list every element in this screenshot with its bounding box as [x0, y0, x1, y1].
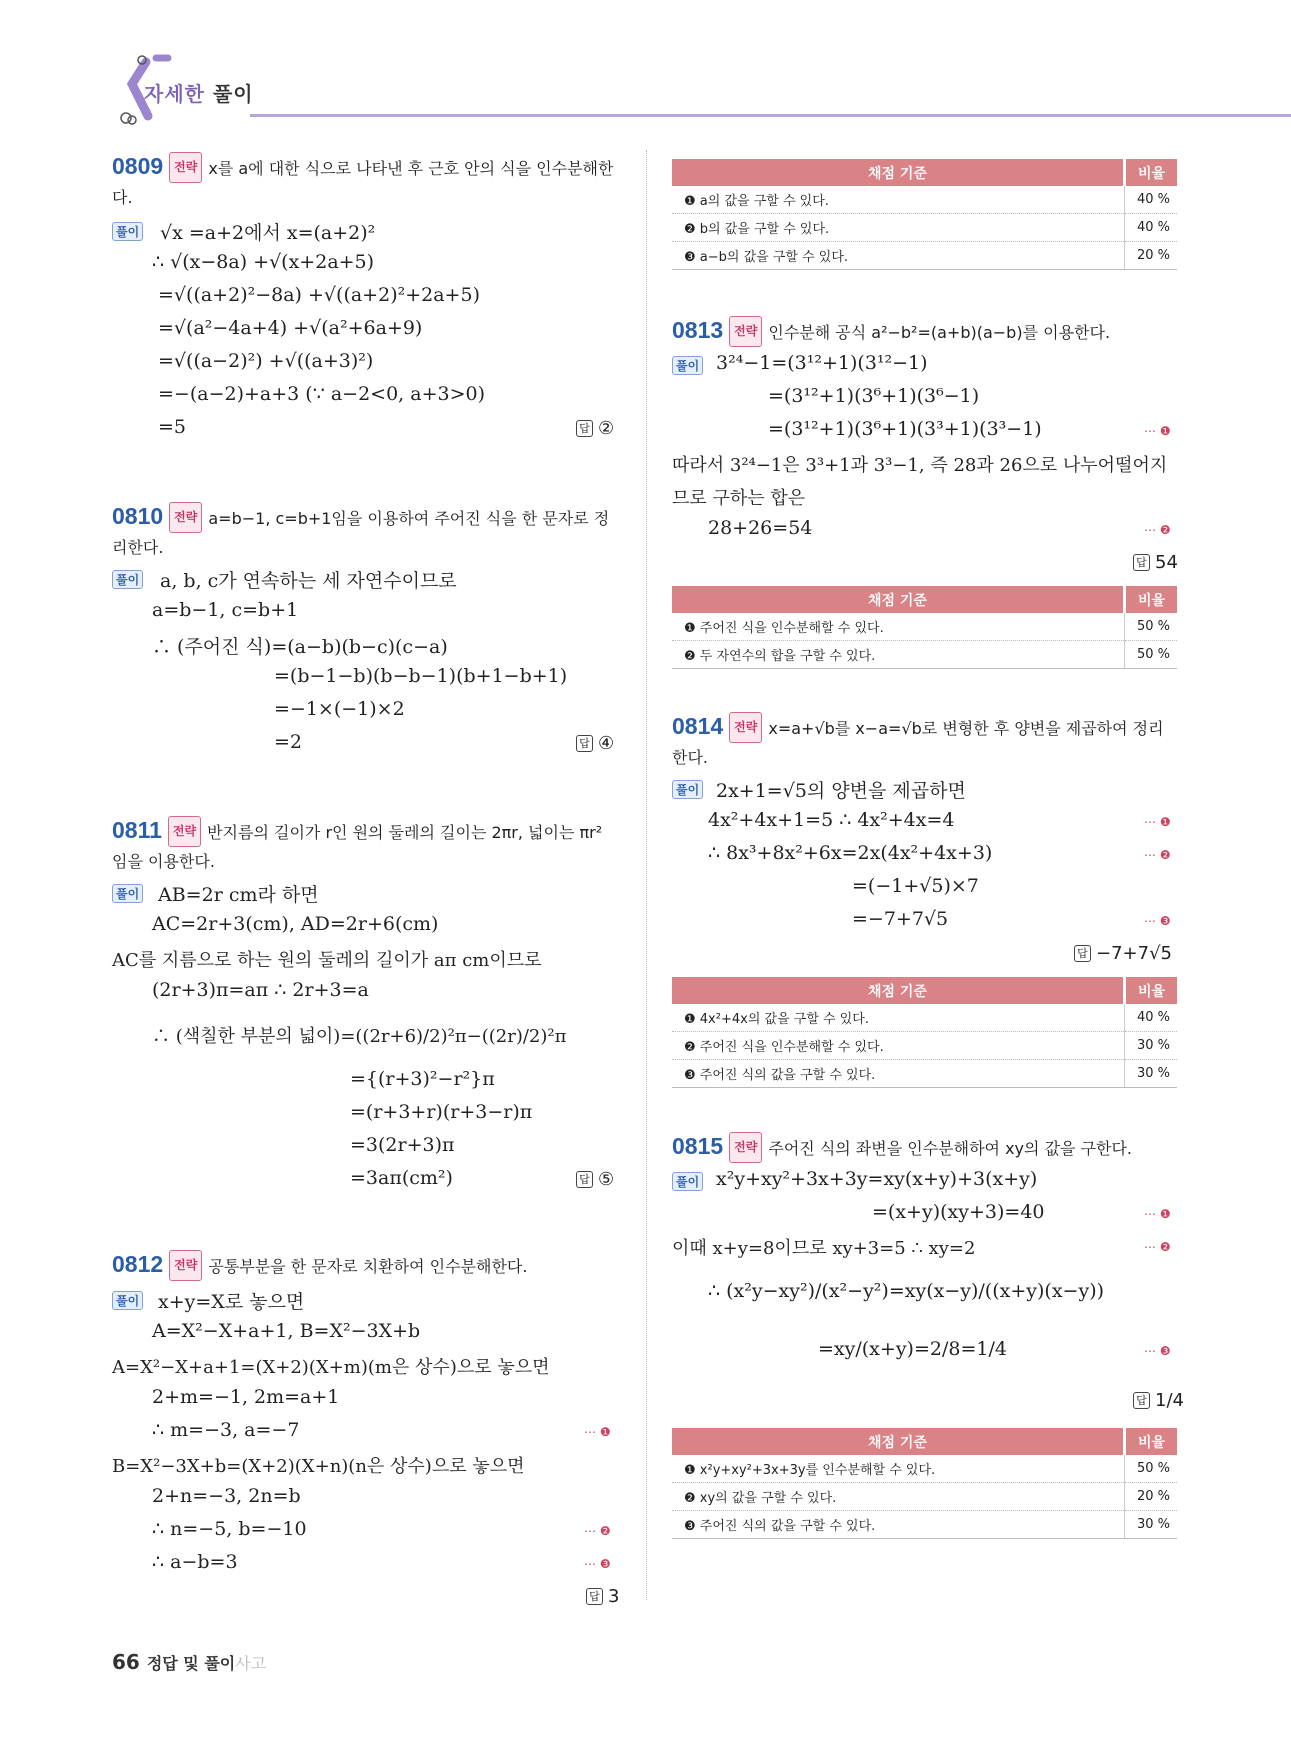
solution-line: 이때 x+y=8이므로 xy+3=5 ∴ xy=2 — [672, 1238, 976, 1259]
strategy-text: x=a+√b를 x−a=√b로 변형한 후 양변을 제곱하여 정리한다. — [672, 719, 1164, 767]
problem-0813 — [672, 316, 1177, 347]
table-cell: 30 % — [1125, 1511, 1178, 1539]
table-header: 채점 기준 — [672, 977, 1125, 1004]
answer-0814 — [1074, 943, 1172, 964]
page-header — [110, 44, 1291, 119]
scoring-table-0812 — [672, 159, 1177, 270]
scoring-table-0815 — [672, 1428, 1177, 1539]
solution-line: =2 — [274, 731, 303, 753]
answer-tag: 답 — [1133, 1392, 1150, 1409]
problem-number: 0813 — [672, 317, 724, 343]
table-header: 채점 기준 — [672, 586, 1125, 613]
answer-0810 — [576, 733, 614, 754]
problem-number: 0809 — [112, 153, 164, 179]
solution-line: x²y+xy²+3x+3y=xy(x+y)+3(x+y) — [716, 1168, 1038, 1190]
header-title-part-a: 자세한 — [144, 82, 205, 106]
solution-line: =(3¹²+1)(3⁶+1)(3⁶−1) — [768, 385, 980, 407]
table-cell: 50 % — [1125, 641, 1178, 669]
answer-tag: 답 — [586, 1588, 603, 1605]
step-marker: ⋯ ❷ — [1144, 848, 1171, 862]
answer-value: ④ — [598, 733, 615, 754]
table-cell: 50 % — [1125, 613, 1178, 641]
answer-tag: 답 — [1074, 945, 1091, 962]
strategy-tag: 전략 — [169, 502, 202, 533]
step-marker: ⋯ ❸ — [1144, 1344, 1171, 1358]
solution-line: AB=2r cm라 하면 — [158, 884, 319, 906]
answer-0811 — [576, 1169, 614, 1190]
solution-line: A=X²−X+a+1=(X+2)(X+m)(m은 상수)으로 놓으면 — [112, 1357, 550, 1378]
step-marker: ⋯ ❷ — [1144, 523, 1171, 537]
strategy-tag: 전략 — [168, 816, 201, 847]
table-cell: ❸ a−b의 값을 구할 수 있다. — [672, 242, 1125, 270]
table-header: 비율 — [1125, 586, 1178, 613]
strategy-tag: 전략 — [169, 152, 202, 183]
solution-line: √x =a+2에서 x=(a+2)² — [160, 222, 376, 244]
solution-line: 2+m=−1, 2m=a+1 — [152, 1386, 340, 1408]
page-number: 66 — [112, 1650, 140, 1674]
solution-line: =√((a−2)²) +√((a+3)²) — [158, 350, 374, 372]
problem-number: 0812 — [112, 1251, 164, 1277]
answer-0813 — [1133, 552, 1178, 573]
solution-tag: 풀이 — [672, 780, 703, 799]
problem-0814 — [672, 712, 1177, 772]
solution-line: ∴ 8x³+8x²+6x=2x(4x²+4x+3) — [708, 842, 993, 864]
solution-line: =(−1+√5)×7 — [852, 875, 979, 897]
solution-line: ∴ (x²y−xy²)/(x²−y²)=xy(x−y)/((x+y)(x−y)) — [708, 1280, 1105, 1302]
problem-number: 0815 — [672, 1133, 724, 1159]
solution-line: 므로 구하는 합은 — [672, 488, 806, 509]
table-cell: 20 % — [1125, 1483, 1178, 1511]
table-cell: 30 % — [1125, 1060, 1178, 1088]
solution-tag: 풀이 — [112, 570, 143, 589]
step-marker: ⋯ ❸ — [584, 1557, 611, 1571]
step-marker: ⋯ ❷ — [1144, 1240, 1171, 1254]
solution-line: =−7+7√5 — [852, 908, 949, 930]
solution-line: =(b−1−b)(b−b−1)(b+1−b+1) — [274, 665, 568, 687]
table-cell: 40 % — [1125, 1004, 1178, 1032]
answer-value: 1/4 — [1155, 1390, 1184, 1411]
solution-line: =(r+3+r)(r+3−r)π — [350, 1101, 533, 1123]
answer-tag: 답 — [576, 420, 593, 437]
solution-line: =5 — [158, 416, 187, 438]
table-cell: ❷ xy의 값을 구할 수 있다. — [672, 1483, 1125, 1511]
table-header: 비율 — [1125, 977, 1178, 1004]
solution-line: 3²⁴−1=(3¹²+1)(3¹²−1) — [716, 352, 928, 374]
solution-tag: 풀이 — [112, 884, 143, 903]
solution-line: =xy/(x+y)=2/8=1/4 — [818, 1338, 1007, 1360]
header-title — [144, 78, 254, 107]
table-cell: 30 % — [1125, 1032, 1178, 1060]
solution-tag: 풀이 — [112, 1291, 143, 1310]
answer-tag: 답 — [1133, 554, 1150, 571]
problem-0810 — [112, 502, 622, 562]
table-cell: 50 % — [1125, 1455, 1178, 1483]
table-cell: ❷ 두 자연수의 합을 구할 수 있다. — [672, 641, 1125, 669]
solution-line: =√(a²−4a+4) +√(a²+6a+9) — [158, 317, 423, 339]
solution-line: ={(r+3)²−r²}π — [350, 1068, 495, 1090]
table-header: 채점 기준 — [672, 1428, 1125, 1455]
solution-line: (2r+3)π=aπ ∴ 2r+3=a — [152, 979, 369, 1001]
solution-line: 2+n=−3, 2n=b — [152, 1485, 301, 1507]
solution-line: =3aπ(cm²) — [350, 1167, 453, 1189]
solution-line: A=X²−X+a+1, B=X²−3X+b — [152, 1320, 421, 1342]
answer-value: ⑤ — [598, 1169, 615, 1190]
table-cell: ❶ 주어진 식을 인수분해할 수 있다. — [672, 613, 1125, 641]
solution-line: B=X²−3X+b=(X+2)(X+n)(n은 상수)으로 놓으면 — [112, 1456, 525, 1477]
solution-line: 2x+1=√5의 양변을 제곱하면 — [716, 780, 966, 802]
solution-line: =3(2r+3)π — [350, 1134, 455, 1156]
solution-line: ∴ n=−5, b=−10 — [152, 1518, 307, 1540]
step-marker: ⋯ ❶ — [1144, 424, 1171, 438]
answer-0812 — [586, 1586, 619, 1607]
solution-line: =(3¹²+1)(3⁶+1)(3³+1)(3³−1) — [768, 418, 1042, 440]
strategy-text: 인수분해 공식 a²−b²=(a+b)(a−b)를 이용한다. — [768, 323, 1111, 342]
solution-line: a, b, c가 연속하는 세 자연수이므로 — [160, 570, 457, 592]
table-header: 비율 — [1125, 1428, 1178, 1455]
solution-tag: 풀이 — [672, 1172, 703, 1191]
table-header: 비율 — [1125, 159, 1178, 186]
solution-line: ∴ (주어진 식)=(a−b)(b−c)(c−a) — [152, 636, 448, 658]
solution-line: 따라서 3²⁴−1은 3³+1과 3³−1, 즉 28과 26으로 나누어떨어지 — [672, 455, 1168, 476]
header-title-part-b: 풀이 — [212, 82, 254, 106]
footer-extra: 사고 — [235, 1654, 267, 1673]
solution-line: =−(a−2)+a+3 (∵ a−2<0, a+3>0) — [158, 383, 486, 405]
strategy-text: x를 a에 대한 식으로 나타낸 후 근호 안의 식을 인수분해한다. — [112, 159, 614, 207]
solution-line: x+y=X로 놓으면 — [158, 1291, 305, 1313]
answer-value: ② — [598, 418, 615, 439]
solution-line: =(x+y)(xy+3)=40 — [872, 1201, 1045, 1223]
problem-number: 0814 — [672, 713, 724, 739]
table-cell: 40 % — [1125, 186, 1178, 214]
step-marker: ⋯ ❷ — [584, 1524, 611, 1538]
footer-label: 정답 및 풀이 — [146, 1654, 236, 1673]
answer-0815 — [1133, 1390, 1184, 1411]
strategy-tag: 전략 — [729, 316, 762, 347]
answer-0809 — [576, 418, 614, 439]
solution-line: =−1×(−1)×2 — [274, 698, 405, 720]
solution-line: ∴ m=−3, a=−7 — [152, 1419, 300, 1441]
table-cell: ❶ x²y+xy²+3x+3y를 인수분해할 수 있다. — [672, 1455, 1125, 1483]
step-marker: ⋯ ❶ — [1144, 1207, 1171, 1221]
solution-line: =√((a+2)²−8a) +√((a+2)²+2a+5) — [158, 284, 480, 306]
answer-tag: 답 — [576, 735, 593, 752]
strategy-text: 반지름의 길이가 r인 원의 둘레의 길이는 2πr, 넓이는 πr² 임을 이용한다. — [112, 823, 603, 871]
strategy-tag: 전략 — [169, 1250, 202, 1281]
column-divider — [646, 150, 647, 1600]
table-cell: ❸ 주어진 식의 값을 구할 수 있다. — [672, 1511, 1125, 1539]
answer-value: 54 — [1155, 552, 1178, 573]
answer-value: −7+7√5 — [1096, 943, 1172, 964]
problem-0812 — [112, 1250, 622, 1281]
table-cell: ❶ 4x²+4x의 값을 구할 수 있다. — [672, 1004, 1125, 1032]
table-cell: ❸ 주어진 식의 값을 구할 수 있다. — [672, 1060, 1125, 1088]
table-cell: ❷ 주어진 식을 인수분해할 수 있다. — [672, 1032, 1125, 1060]
step-marker: ⋯ ❸ — [1144, 914, 1171, 928]
problem-number: 0810 — [112, 503, 164, 529]
table-header: 채점 기준 — [672, 159, 1125, 186]
strategy-text: 주어진 식의 좌변을 인수분해하여 xy의 값을 구한다. — [768, 1139, 1133, 1158]
problem-0811 — [112, 816, 622, 876]
solution-line: 4x²+4x+1=5 ∴ 4x²+4x=4 — [708, 809, 955, 831]
solution-tag: 풀이 — [672, 356, 703, 375]
problem-number: 0811 — [112, 817, 162, 843]
strategy-tag: 전략 — [729, 1132, 762, 1163]
solution-tag: 풀이 — [112, 222, 143, 241]
solution-line: a=b−1, c=b+1 — [152, 599, 299, 621]
solution-line: ∴ √(x−8a) +√(x+2a+5) — [152, 251, 375, 273]
problem-0815 — [672, 1132, 1177, 1163]
scoring-table-0813 — [672, 586, 1177, 669]
solution-line: AC=2r+3(cm), AD=2r+6(cm) — [152, 913, 439, 935]
strategy-text: 공통부분을 한 문자로 치환하여 인수분해한다. — [208, 1257, 528, 1276]
table-cell: ❶ a의 값을 구할 수 있다. — [672, 186, 1125, 214]
problem-0809 — [112, 152, 622, 212]
answer-tag: 답 — [576, 1171, 593, 1188]
scoring-table-0814 — [672, 977, 1177, 1088]
solution-line: 28+26=54 — [708, 517, 813, 539]
strategy-text: a=b−1, c=b+1임을 이용하여 주어진 식을 한 문자로 정리한다. — [112, 509, 610, 557]
table-cell: 20 % — [1125, 242, 1178, 270]
step-marker: ⋯ ❶ — [584, 1425, 611, 1439]
solution-line: AC를 지름으로 하는 원의 둘레의 길이가 aπ cm이므로 — [112, 950, 542, 971]
step-marker: ⋯ ❶ — [1144, 815, 1171, 829]
table-cell: 40 % — [1125, 214, 1178, 242]
page-footer — [112, 1650, 266, 1674]
strategy-tag: 전략 — [729, 712, 762, 743]
solution-line: ∴ a−b=3 — [152, 1551, 238, 1573]
header-rule — [250, 114, 1291, 117]
table-cell: ❷ b의 값을 구할 수 있다. — [672, 214, 1125, 242]
answer-value: 3 — [608, 1586, 620, 1607]
solution-line: ∴ (색칠한 부분의 넓이)=((2r+6)/2)²π−((2r)/2)²π — [152, 1026, 567, 1047]
